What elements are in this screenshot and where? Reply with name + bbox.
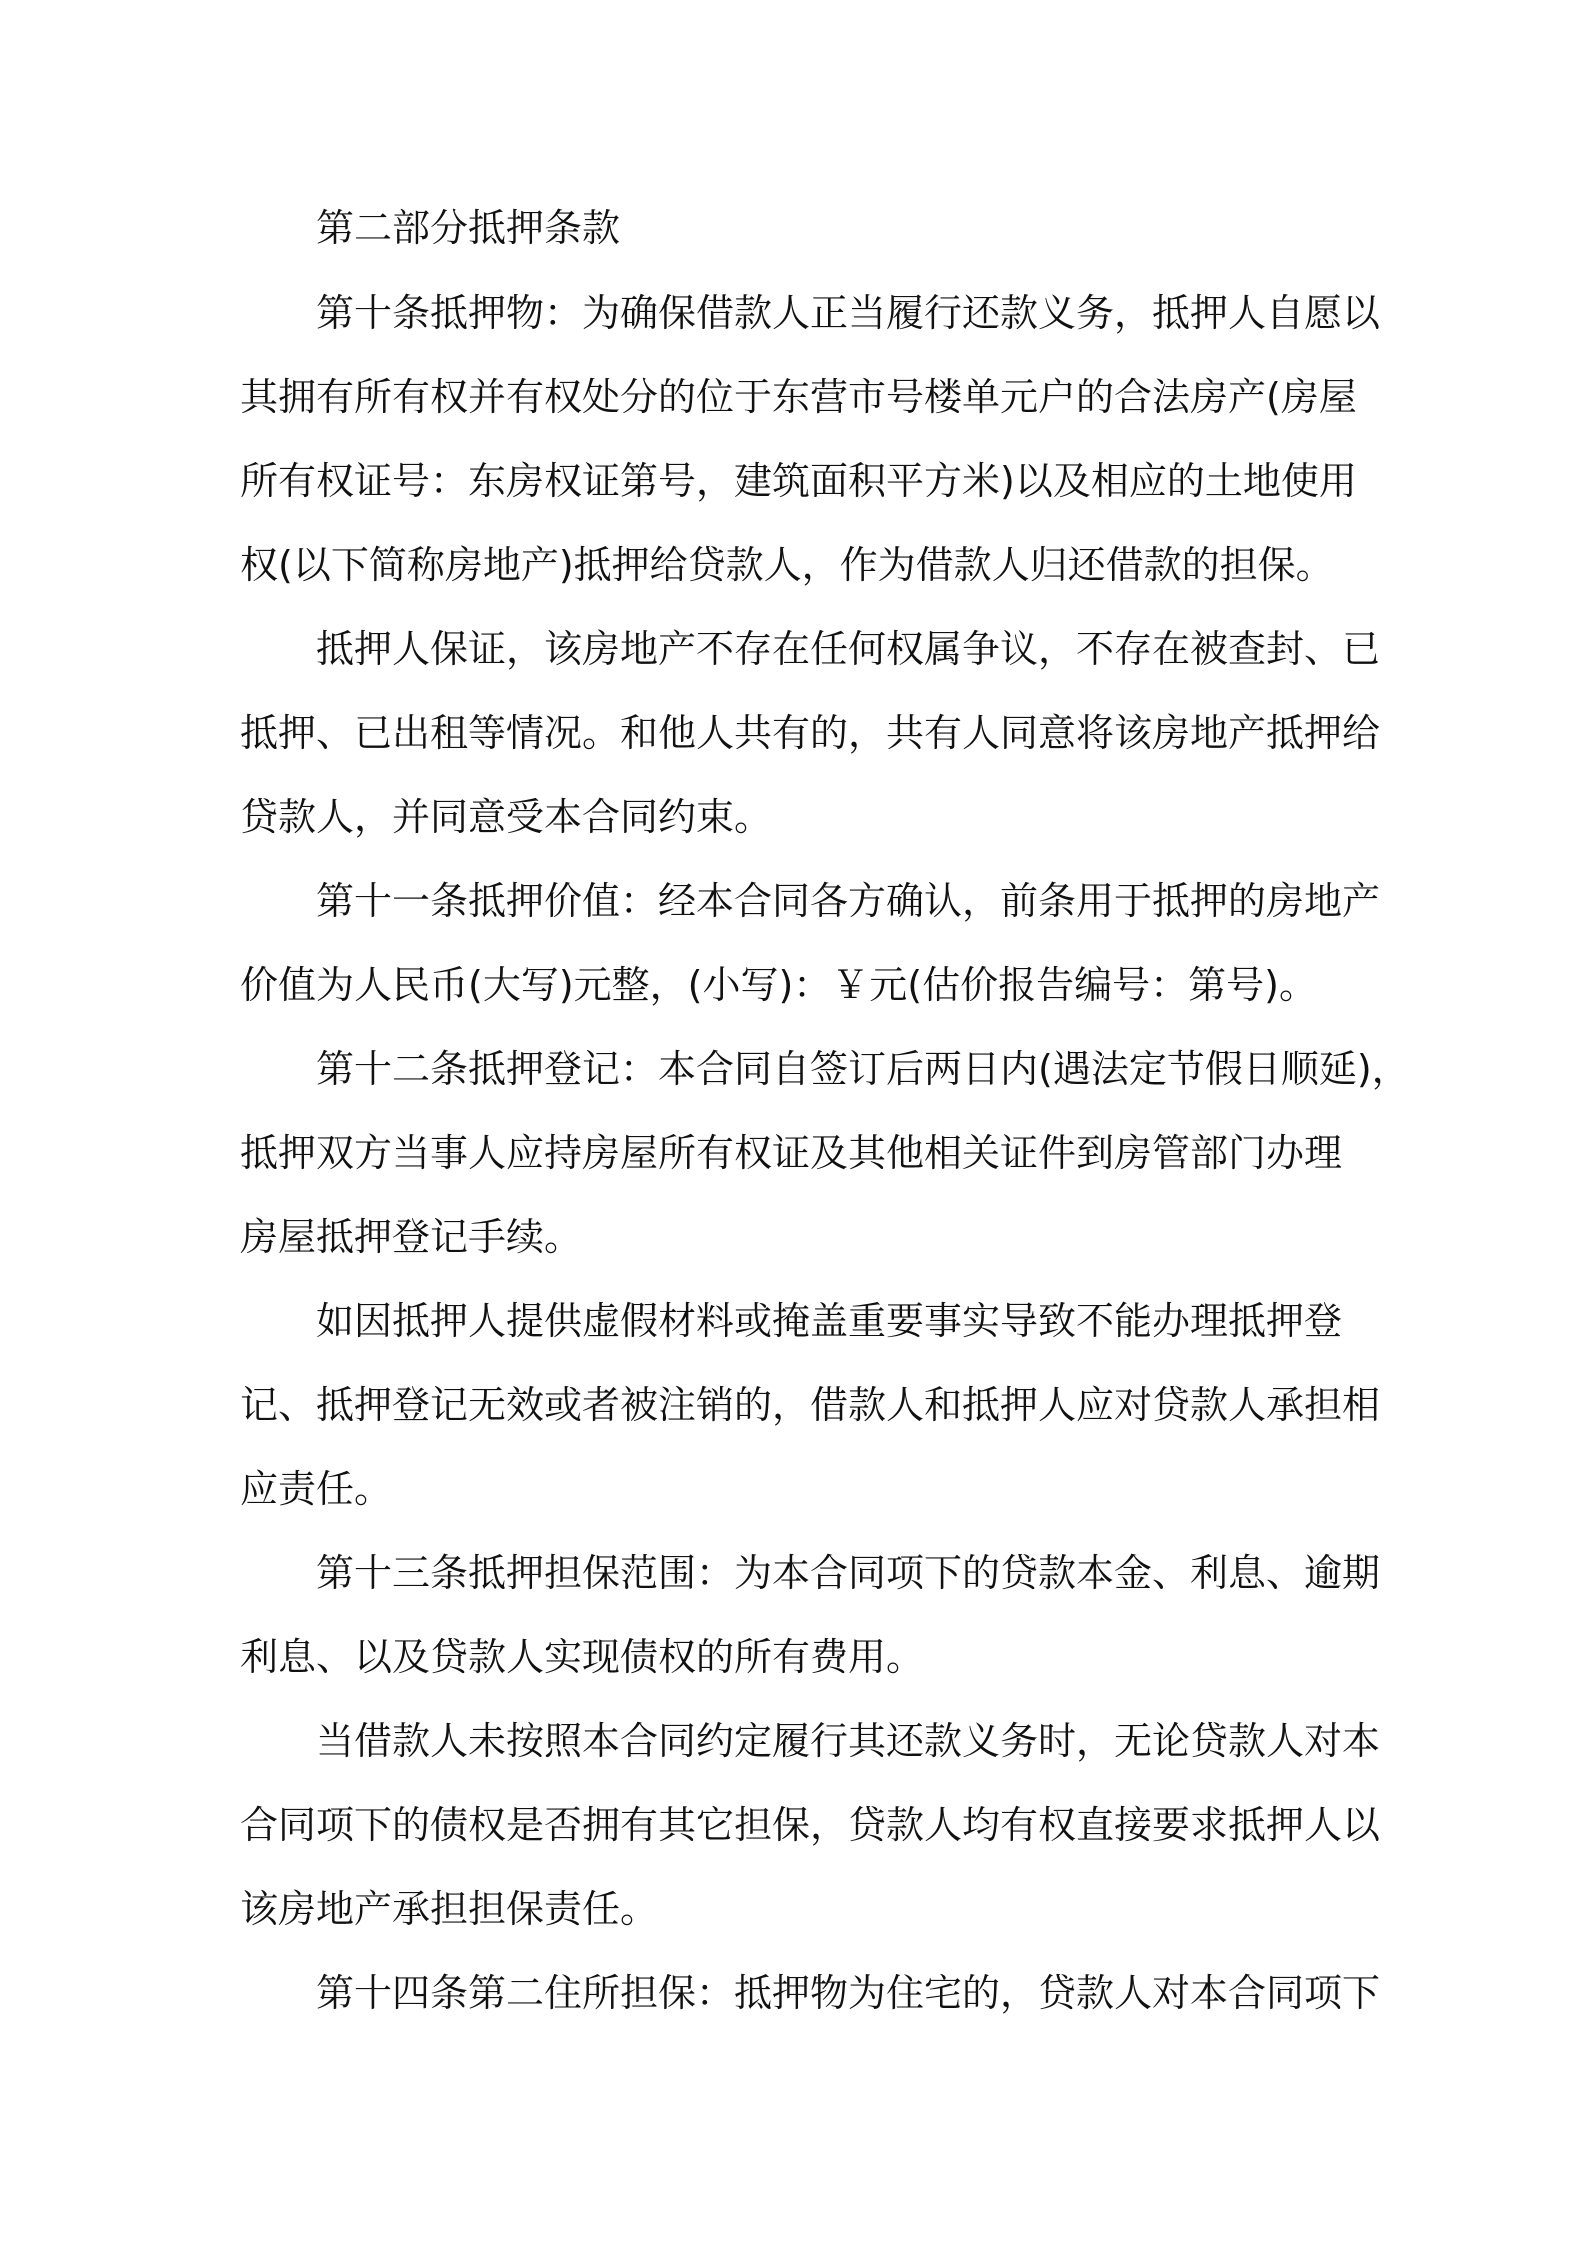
article-12-line-1: 第十二条抵押登记：本合同自签订后两日内(遇法定节假日顺延)， bbox=[316, 1047, 1410, 1091]
article-13-line-1: 第十三条抵押担保范围：为本合同项下的贷款本金、利息、逾期 bbox=[316, 1551, 1381, 1595]
article-10-line-1: 第十条抵押物：为确保借款人正当履行还款义务，抵押人自愿以 bbox=[316, 291, 1381, 335]
article-11-line-1: 第十一条抵押价值：经本合同各方确认，前条用于抵押的房地产 bbox=[316, 879, 1381, 923]
article-14-line-1: 第十四条第二住所担保：抵押物为住宅的，贷款人对本合同项下 bbox=[316, 1971, 1381, 2015]
default-clause-line-1: 当借款人未按照本合同约定履行其还款义务时，无论贷款人对本 bbox=[316, 1719, 1381, 1763]
article-13-line-2: 利息、以及贷款人实现债权的所有费用。 bbox=[240, 1635, 925, 1679]
default-clause-line-3: 该房地产承担担保责任。 bbox=[240, 1887, 659, 1931]
article-10-line-2: 其拥有所有权并有权处分的位于东营市号楼单元户的合法房产(房屋 bbox=[240, 375, 1357, 419]
false-material-line-2: 记、抵押登记无效或者被注销的，借款人和抵押人应对贷款人承担相 bbox=[240, 1383, 1381, 1427]
article-11-line-2: 价值为人民币(大写)元整，(小写)：￥元(估价报告编号：第号)。 bbox=[240, 963, 1317, 1007]
guarantee-line-1: 抵押人保证，该房地产不存在任何权属争议，不存在被查封、已 bbox=[316, 627, 1381, 671]
guarantee-line-3: 贷款人，并同意受本合同约束。 bbox=[240, 795, 773, 839]
default-clause-line-2: 合同项下的债权是否拥有其它担保，贷款人均有权直接要求抵押人以 bbox=[240, 1803, 1381, 1847]
guarantee-line-2: 抵押、已出租等情况。和他人共有的，共有人同意将该房地产抵押给 bbox=[240, 711, 1381, 755]
false-material-line-1: 如因抵押人提供虚假材料或掩盖重要事实导致不能办理抵押登 bbox=[316, 1299, 1343, 1343]
false-material-line-3: 应责任。 bbox=[240, 1467, 393, 1511]
article-10-line-3: 所有权证号：东房权证第号，建筑面积平方米)以及相应的土地使用 bbox=[240, 459, 1357, 503]
article-12-line-3: 房屋抵押登记手续。 bbox=[240, 1215, 583, 1259]
article-10-line-4: 权(以下简称房地产)抵押给贷款人，作为借款人归还借款的担保。 bbox=[240, 543, 1334, 587]
article-12-line-2: 抵押双方当事人应持房屋所有权证及其他相关证件到房管部门办理 bbox=[240, 1131, 1343, 1175]
section-heading: 第二部分抵押条款 bbox=[316, 206, 621, 250]
